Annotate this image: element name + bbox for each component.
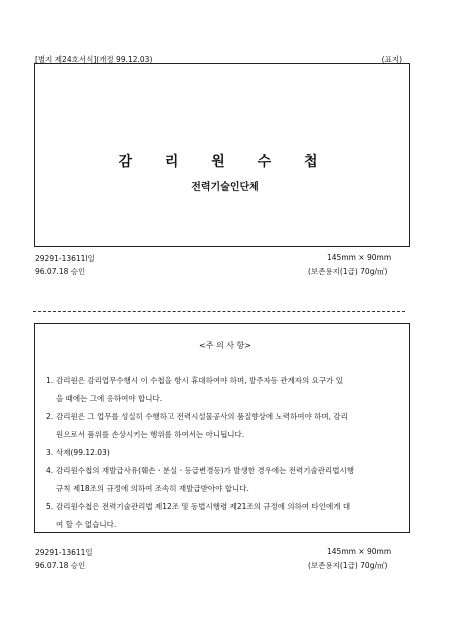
list-item [46,498,388,534]
paper-bottom: (보존용지(1급) 70g/㎡) [308,561,388,570]
form-id-label: [별지 제24호서식](개정 99.12.03) [35,55,153,64]
form-code-top: 29291-13611l일 [35,254,95,263]
item-line: 규칙 제18조의 규정에 의하여 조속히 재발급받아야 합니다. [56,484,249,493]
item-line: 원으로서 품위를 손상시키는 행위를 하여서는 아니됩니다. [56,430,245,439]
form-side-label: (표지) [381,55,402,64]
list-item [46,444,388,462]
cut-line [33,311,405,312]
item-line: 여 할 수 없습니다. [56,520,117,529]
notice-list [46,372,388,534]
item-number: 5. [46,502,54,511]
form-code-bottom: 29291-13611일 [35,548,93,557]
list-item [46,462,388,498]
cover-organization: 전력기술인단체 [191,182,259,193]
item-line: 감리원은 감리업무수행시 이 수첩을 항시 휴대하여야 하며, 발주자등 관계자의 요구가 있 [56,376,344,385]
approval-bottom: 96.07.18 승인 [35,561,86,570]
list-item [46,408,388,444]
item-number: 1. [46,376,54,385]
list-item [46,372,388,408]
item-number: 3. [46,448,54,457]
notice-heading: <주 의 사 항> [199,341,251,350]
item-line: 감리원수첩의 재발급사유(훼손ㆍ분실ㆍ등급변경등)가 발생한 경우에는 전력기술관리법시행 [56,466,354,475]
size-bottom: 145mm × 90mm [327,547,392,556]
approval-top: 96.07.18 승인 [35,267,86,276]
size-top: 145mm × 90mm [327,253,392,262]
item-line: 감리원수첩은 전력기술관리법 제12조 및 동법시행령 제21조의 규정에 의하여 타인에게 대 [56,502,351,511]
item-line: 삭제(99.12.03) [56,448,110,457]
cover-title: 감 리 원 수 첩 [118,154,332,170]
item-line: 을 때에는 그에 응하여야 합니다. [56,394,163,403]
item-number: 4. [46,466,54,475]
paper-top: (보존용지(1급) 70g/㎡) [308,267,388,276]
item-number: 2. [46,412,54,421]
item-line: 감리원은 그 업무를 성실히 수행하고 전력시설물공사의 품질향상에 노력하여야 하며, 감리 [56,412,348,421]
